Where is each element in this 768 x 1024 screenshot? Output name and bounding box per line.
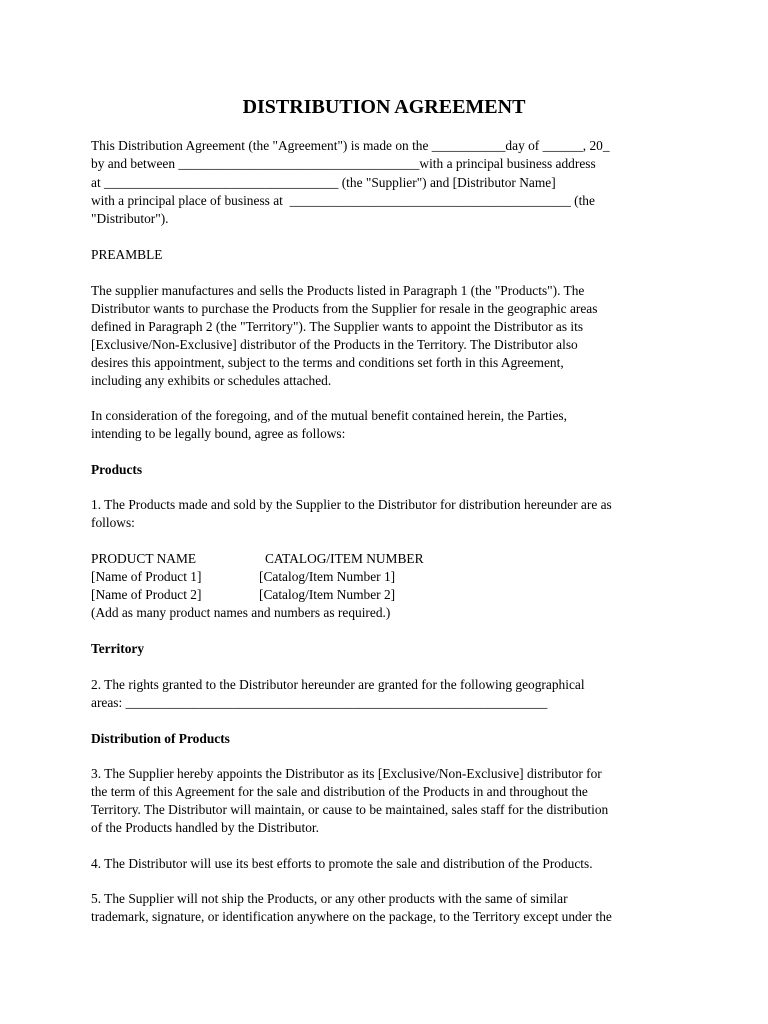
intro-line: with a principal place of business at __________________________________________ (the	[91, 193, 595, 208]
preamble-line: [Exclusive/Non-Exclusive] distributor of the Products in the Territory. The Distributor also	[91, 337, 578, 352]
preamble-line: desires this appointment, subject to the terms and conditions set forth in this Agreement,	[91, 355, 564, 370]
clause-3-line: of the Products handled by the Distributor.	[91, 820, 319, 835]
preamble-line: The supplier manufactures and sells the Products listed in Paragraph 1 (the "Products"). The	[91, 283, 585, 298]
clause-3-line: the term of this Agreement for the sale and distribution of the Products in and throughout the	[91, 784, 588, 799]
products-heading: Products	[91, 462, 143, 477]
product-table-note: (Add as many product names and numbers as required.)	[91, 605, 391, 620]
clause-1-line: 1. The Products made and sold by the Supplier to the Distributor for distribution hereunder are as	[91, 497, 612, 512]
product-table-cell-name: [Name of Product 1]	[91, 569, 202, 584]
preamble-line: defined in Paragraph 2 (the "Territory"). The Supplier wants to appoint the Distributor as its	[91, 319, 584, 334]
preamble-line: including any exhibits or schedules attached.	[91, 373, 332, 388]
distribution-heading: Distribution of Products	[91, 731, 230, 746]
product-table-header-name: PRODUCT NAME	[91, 551, 197, 566]
clause-2-line: areas: _______________________________________________________________	[91, 695, 548, 710]
clause-5-line: 5. The Supplier will not ship the Products, or any other products with the same of similar	[91, 891, 568, 906]
consideration-line: intending to be legally bound, agree as follows:	[91, 426, 346, 441]
product-table-cell-number: [Catalog/Item Number 2]	[259, 587, 396, 602]
intro-line: This Distribution Agreement (the "Agreement") is made on the ___________day of ______, 20_	[91, 138, 610, 153]
intro-line: at ___________________________________ (the "Supplier") and [Distributor Name]	[91, 175, 556, 190]
preamble-heading: PREAMBLE	[91, 247, 163, 262]
preamble-line: Distributor wants to purchase the Products from the Supplier for resale in the geographic areas	[91, 301, 598, 316]
document-title: DISTRIBUTION AGREEMENT	[242, 96, 526, 118]
clause-4-line: 4. The Distributor will use its best efforts to promote the sale and distribution of the Products.	[91, 856, 593, 871]
product-table-cell-number: [Catalog/Item Number 1]	[259, 569, 396, 584]
consideration-line: In consideration of the foregoing, and of the mutual benefit contained herein, the Parties,	[91, 408, 567, 423]
clause-2-line: 2. The rights granted to the Distributor hereunder are granted for the following geographical	[91, 677, 585, 692]
product-table-header-number: CATALOG/ITEM NUMBER	[265, 551, 424, 566]
product-table-cell-name: [Name of Product 2]	[91, 587, 202, 602]
intro-line: by and between ____________________________________with a principal business address	[91, 156, 596, 171]
clause-5-line: trademark, signature, or identification anywhere on the package, to the Territory except under the	[91, 909, 612, 924]
clause-3-line: Territory. The Distributor will maintain, or cause to be maintained, sales staff for the distribution	[91, 802, 609, 817]
territory-heading: Territory	[91, 641, 145, 656]
clause-3-line: 3. The Supplier hereby appoints the Distributor as its [Exclusive/Non-Exclusive] distributor for	[91, 766, 602, 781]
intro-line: "Distributor").	[91, 211, 169, 226]
clause-1-line: follows:	[91, 515, 135, 530]
